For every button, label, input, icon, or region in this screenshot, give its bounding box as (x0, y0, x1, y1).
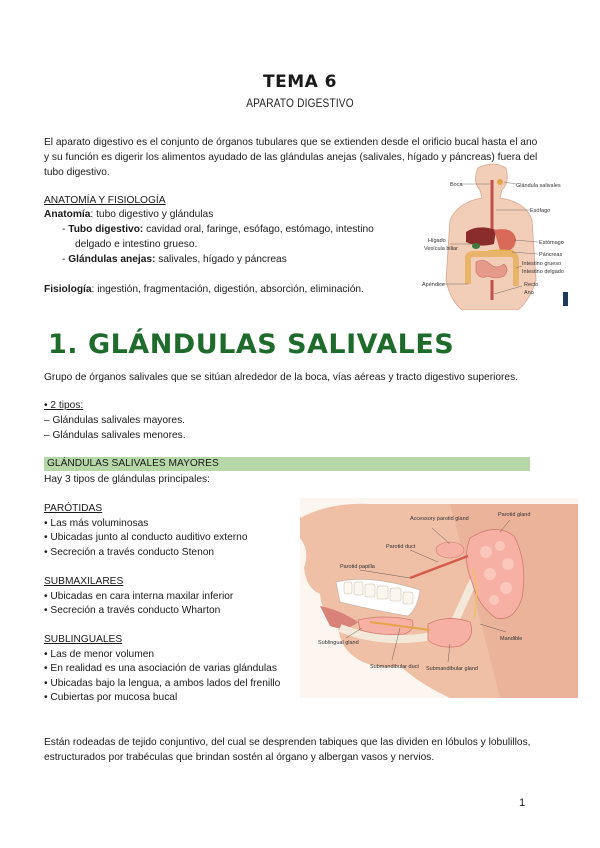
label-vesicula: Vesícula biliar (424, 246, 458, 252)
tubo-text: cavidad oral, faringe, esófago, estómago, intestino (143, 224, 374, 235)
anatomy-heading: ANATOMÍA Y FISIOLOGÍA (44, 195, 166, 206)
anatomia-line (44, 207, 213, 222)
list-item: • Secreción a través conducto Wharton (44, 605, 221, 616)
label-pancreas: Páncreas (539, 252, 563, 258)
anatomia-text: : tubo digestivo y glándulas (90, 209, 214, 220)
label-recto: Recto (524, 282, 539, 288)
list-item: • En realidad es una asociación de varias glándulas (44, 663, 277, 674)
section-heading: 1. GLÁNDULAS SALIVALES (48, 329, 455, 360)
salivary-glands-figure (300, 498, 578, 698)
section-intro: Grupo de órganos salivales que se sitúan alrededor de la boca, vías aéreas y tracto digestivo superiores. (44, 372, 518, 383)
tubo-line: - Tubo digestivo: cavidad oral, faringe, esófago, estómago, intestino (62, 224, 374, 235)
closing-paragraph: Están rodeadas de tejido conjuntivo, del cual se desprenden tabiques que las dividen en lóbulos y lobulillos, estructurados por trabéculas que brindan sostén al órgano y albergan vasos y nervios. (44, 737, 531, 763)
tipos-heading: • 2 tipos: (44, 400, 84, 411)
label-papilla: Parotid papilla (340, 564, 375, 570)
hay-text: Hay 3 tipos de glándulas principales: (44, 474, 210, 485)
label-ano: Ano (524, 290, 534, 296)
page-subtitle: APARATO DIGESTIVO (246, 98, 354, 110)
label-parotid-gland: Parotid gland (498, 512, 531, 518)
label-sublingual: Sublingual gland (318, 640, 359, 646)
label-apendice: Apéndice (422, 282, 445, 288)
page-number: 1 (519, 797, 526, 809)
list-item: • Ubicadas bajo la lengua, a ambos lados del frenillo (44, 678, 281, 689)
fisiologia-line (44, 282, 364, 297)
label-esofago: Esófago (530, 208, 551, 214)
label-boca: Boca (450, 182, 463, 188)
digestive-system-figure (418, 160, 568, 310)
label-intestino-grueso: Intestino grueso (522, 261, 562, 267)
glandulas-label: Glándulas anejas: (68, 254, 156, 265)
glandulas-text: salivales, hígado y páncreas (155, 254, 287, 265)
fisiologia-label: Fisiología (44, 284, 92, 295)
label-glandulas: Glándula salivales (516, 183, 561, 189)
label-higado: Hígado (428, 238, 446, 244)
label-submandibular-duct: Submandibular duct (370, 664, 419, 670)
tipo-item: – Glándulas salivales menores. (44, 430, 186, 441)
list-item: • Cubiertas por mucosa bucal (44, 692, 178, 703)
mayores-band-label: GLÁNDULAS SALIVALES MAYORES (47, 458, 219, 469)
submaxilares-heading: SUBMAXILARES (44, 576, 124, 587)
anatomia-label: Anatomía (44, 209, 91, 220)
list-item: • Secreción a través conducto Stenon (44, 547, 215, 558)
tubo-line-2: delgado e intestino grueso. (75, 239, 198, 250)
sublinguales-heading: SUBLINGUALES (44, 634, 123, 645)
list-item: • Ubicadas en cara interna maxilar inferior (44, 591, 234, 602)
label-submandibular-gland: Submandibular gland (426, 666, 478, 672)
tubo-label: Tubo digestivo: (68, 224, 144, 235)
label-intestino-delgado: Intestino delgado (522, 269, 564, 275)
glandulas-line: - Glándulas anejas: salivales, hígado y páncreas (62, 254, 287, 265)
label-accessory: Accessory parotid gland (410, 516, 469, 522)
list-item: • Ubicadas junto al conducto auditivo externo (44, 532, 248, 543)
mayores-band (44, 457, 530, 471)
label-estomago: Estómago (539, 240, 564, 246)
label-mandible: Mandible (500, 636, 523, 642)
label-parotid-duct: Parotid duct (386, 544, 416, 550)
fisiologia-text: : ingestión, fragmentación, digestión, absorción, eliminación. (91, 284, 364, 295)
tipo-item: – Glándulas salivales mayores. (44, 415, 185, 426)
list-item: • Las de menor volumen (44, 649, 155, 660)
parotidas-heading: PARÓTIDAS (44, 503, 103, 514)
page-title: TEMA 6 (262, 72, 338, 92)
list-item: • Las más voluminosas (44, 518, 149, 529)
intro-paragraph: El aparato digestivo es el conjunto de órganos tubulares que se extienden desde el orificio bucal hasta el ano y su función es digerir los alimentos ayudado de las glándulas anejas (salivales, hígado y páncreas) fuera del tubo digestivo. (44, 137, 538, 178)
